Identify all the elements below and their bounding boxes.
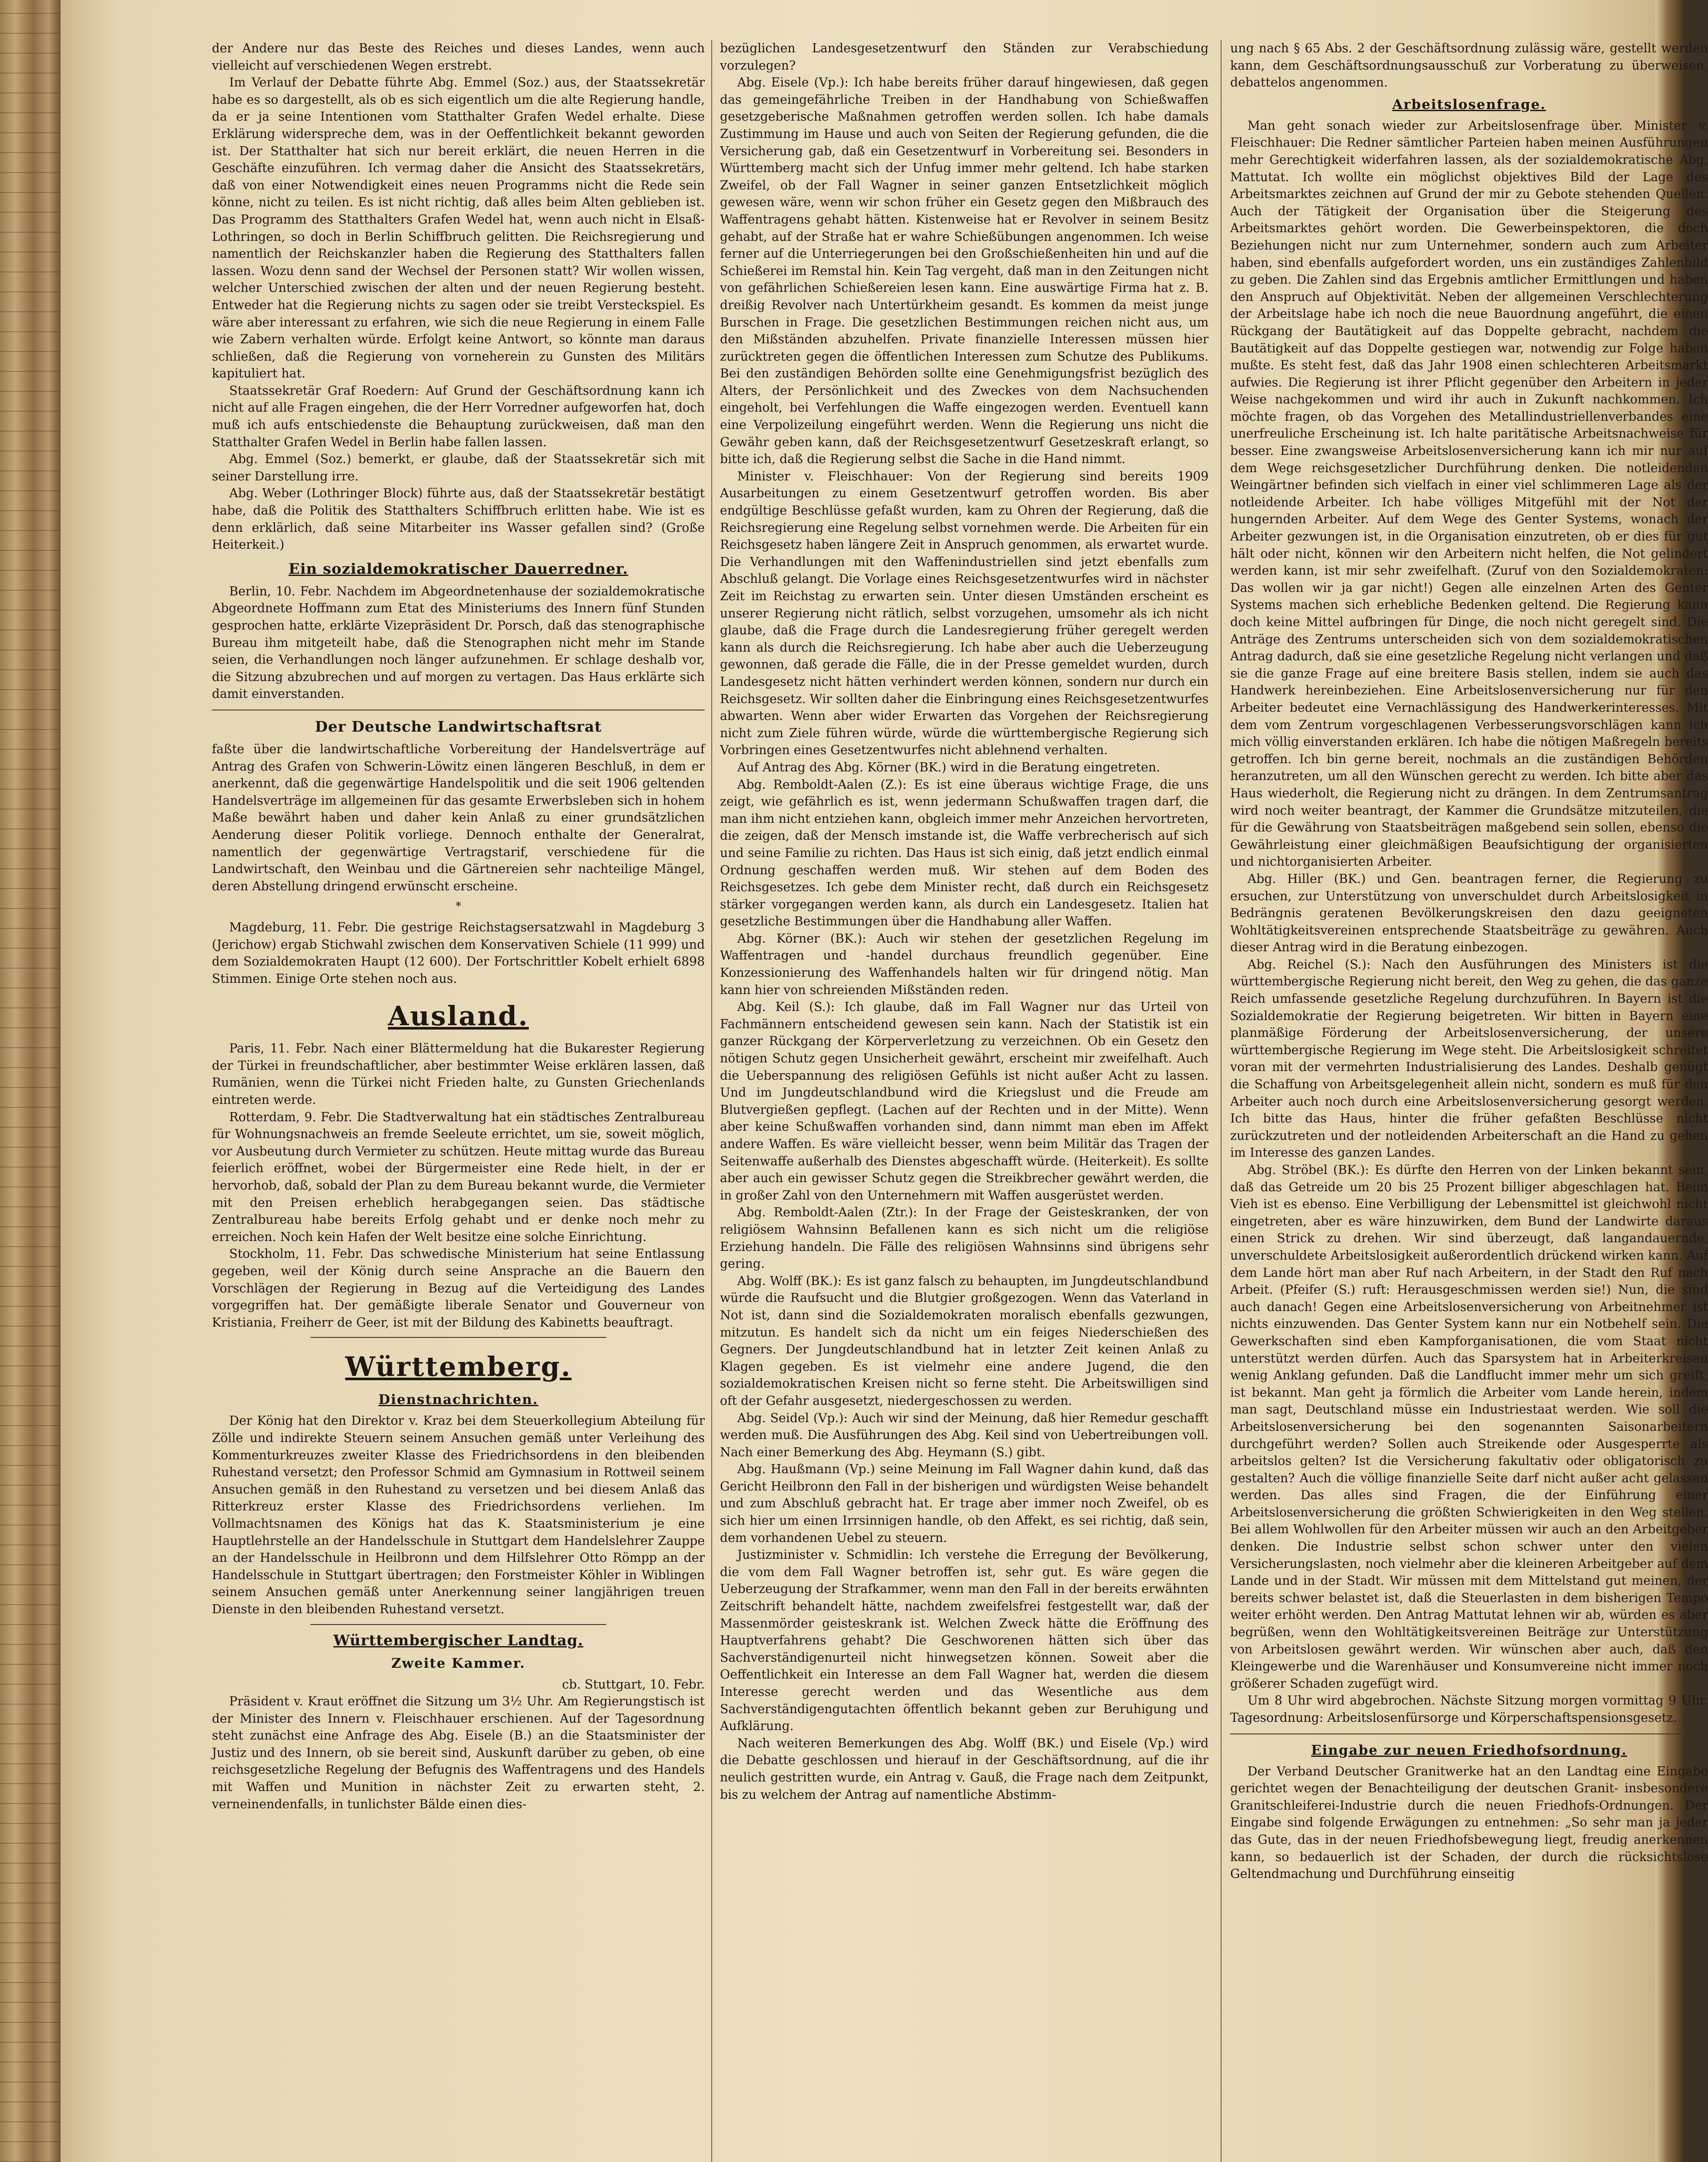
binding-stripe [0, 1922, 61, 1923]
paragraph: bezüglichen Landesgesetzentwurf den Ständen zur Verabschiedung vorzulegen? [720, 41, 1209, 73]
paragraph: Abg. Seidel (Vp.): Auch wir sind der Meinung, daß hier Remedur geschafft werden muß. Die Ausführungen des Abg. Keil sind von Uebertreibungen voll. Nach einer Bemerkung des Abg. Heymann (S.) gibt. [720, 1410, 1209, 1459]
separator [310, 1624, 606, 1625]
paragraph: Der König hat den Direktor v. Kraz bei dem Steuerkollegium Abteilung für Zölle und indirekte Steuern seinem Ansuchen gemäß unter Verleihung des Kommenturkreuzes zweiter Klasse des Friedrichsordens in den bleibenden Ruhestand versetzt; den Professor Schmid am Gymnasium in Rottweil seinem Ansuchen gemäß in den Ruhestand zu versetzen und bei diesem Anlaß das Ritterkreuz erster Klasse des Friedrichsordens verliehen. Im Vollmachtsnamen des Königs hat das K. Staatsministerium je eine Hauptlehrstelle an der Handelsschule in Stuttgart dem Handelslehrer Zauppe an der Handelsschule in Heilbronn und dem Hilfslehrer Otto Römpp an der Handelsschule in Stuttgart übertragen; den Forstmeister Köhler in Wiblingen seinem Ansuchen gemäß unter Anerkennung seiner langjährigen treuen Dienste in den bleibenden Ruhestand versetzt. [212, 1414, 705, 1616]
binding-stripe [0, 112, 61, 113]
binding-stripe [0, 828, 61, 829]
binding-stripe [0, 132, 61, 133]
binding-stripe [0, 1067, 61, 1068]
binding-stripe [0, 1982, 61, 1983]
article-heading: Dienstnachrichten. [378, 1392, 538, 1408]
binding-stripe [0, 1007, 61, 1008]
binding-stripe [0, 1027, 61, 1028]
binding-stripe [0, 2121, 61, 2122]
binding-stripe [0, 351, 61, 352]
paragraph: Präsident v. Kraut eröffnet die Sitzung um 3½ Uhr. Am Regierungstisch ist der Minister des Innern v. Fleischhauer erschienen. Auf der Tagesordnung steht zunächst eine Anfrage des Abg. Eisele (B.) an die Staatsminister der Justiz und des Innern, ob sie bereit sind, Auskunft darüber zu geben, ob eine reichsgesetzliche Regelung der Befugnis des Waffentragens und des Handels mit Waffen und Munition in nächster Zeit zu erwarten steht, 2. verneinendenfalls, in tunlichster Bälde einen dies- [212, 1694, 705, 1811]
column-3 [1230, 40, 1708, 2162]
binding-stripe [0, 2141, 61, 2142]
binding-stripe [0, 1743, 61, 1744]
binding-stripe [0, 1684, 61, 1685]
binding-stripe [0, 689, 61, 690]
binding-stripe [0, 2022, 61, 2023]
paragraph: Minister v. Fleischhauer: Von der Regierung sind bereits 1909 Ausarbeitungen zu einem Gesetzentwurf getroffen worden. Bis aber endgültige Beschlüsse gefaßt wurden, kam zu Ohren der Regierung, daß die Reichsregierung eine Regelung selbst vornehmen werde. Die Arbeiten für ein Reichsgesetz haben längere Zeit in Anspruch genommen, als erwartet wurde. Die Verhandlungen mit den Waffenindustriellen sind jetzt ebenfalls zum Abschluß gelangt. Die Vorlage eines Reichsgesetzentwurfes wird in nächster Zeit im Reichstag zu erwarten sein. Unter diesen Umständen erscheint es unserer Regierung nicht rätlich, selbst vorzugehen, umsomehr als ich nicht glaube, daß die Frage durch die Landesregierung früher geregelt werden kann als durch die Reichsregierung. Ich habe aber auch die Ueberzeugung gewonnen, daß gerade die Fälle, die in der Presse gemeldet wurden, durch Landesgesetz nicht hätten verhindert werden können, sondern nur durch ein Reichsgesetz. Wir sollten daher die Einbringung eines Reichsgesetzentwurfes abwarten. Wenn aber wider Erwarten das Vorgehen der Reichsregierung nicht zum Ziele führen würde, würde die württembergische Regierung sich Vorbringen eines Gesetzentwurfes nicht ablehnend verhalten. [720, 469, 1209, 758]
paragraph: Abg. Eisele (Vp.): Ich habe bereits früher darauf hingewiesen, daß gegen das gemeingefährliche Treiben in der Handhabung von Schießwaffen gesetzgeberische Maßnahmen getroffen werden sollen. Ich habe damals Zustimmung im Hause und auch von Seiten der Regierung gefunden, die die Versicherung gab, daß ein Gesetzentwurf in Vorbereitung sei. Besonders in Württemberg macht sich der Unfug immer mehr geltend. Ich habe starken Zweifel, ob der Fall Wagner in seiner ganzen Entsetzlichkeit möglich gewesen wäre, wenn wir schon früher ein Gesetz gegen den Mißbrauch des Waffentragens gehabt hätten. Kistenweise hat er Revolver in seinem Besitz gehabt, auf der Straße hat er wahre Schießübungen angenommen. Ich weise ferner auf die Unterriegerungen bei den Großschießenheiten hin und auf die Schießerei im Remstal hin. Kein Tag vergeht, daß man in den Zeitungen nicht von gefährlichen Schießereien lesen kann. Eine auswärtige Firma hat z. B. dreißig Revolver nach Untertürkheim gesandt. Es kommen da meist junge Burschen in Frage. Die gesetzlichen Bestimmungen reichen nicht aus, um den Mißständen abzuhelfen. Private finanzielle Interessen müssen hier zurücktreten gegen die öffentlichen Interessen zum Schutze des Publikums. Bei den zuständigen Behörden sollte eine Genehmigungsfrist bezüglich des Alters, der Persönlichkeit und des Zweckes von dem Nachsuchenden eingeholt, bei Verfehlungen die Waffe eingezogen werden. Eventuell kann eine Verpolizeilung eingeführt werden. Wenn die Regierung uns nicht die Gewähr geben kann, daß der Reichsgesetzentwurf Gesetzeskraft erlangt, so bitte ich, daß die Regierung selbst die Sache in die Hand nimmt. [720, 75, 1209, 467]
binding-stripe [0, 232, 61, 233]
binding-stripe [0, 1843, 61, 1844]
paragraph: Abg. Körner (BK.): Auch wir stehen der gesetzlichen Regelung im Waffentragen und -handel durchaus freundlich gegenüber. Eine Konzessionierung des Waffenhandels halten wir für dringend nötig. Man kann hier von schreienden Mißständen reden. [720, 931, 1209, 997]
binding-stripe [0, 1525, 61, 1526]
binding-stripe [0, 2101, 61, 2102]
paragraph: Abg. Remboldt-Aalen (Ztr.): In der Frage der Geisteskranken, der von religiösem Wahnsinn Befallenen kann es sich nicht um die religiöse Erziehung handeln. Die Fälle des religiösen Wahnsinns sind übrigens sehr gering. [720, 1205, 1209, 1271]
paragraph: Abg. Hiller (BK.) und Gen. beantragen ferner, die Regierung zu ersuchen, zur Unterstützung von unverschuldet durch Arbeitslosigkeit in Bedrängnis geratenen Bevölkerungskreisen den dazu geeigneten Wohltätigkeitsvereinen entsprechende Staatsbeiträge zu gewähren. Auch dieser Antrag wird in die Beratung einbezogen. [1230, 871, 1708, 955]
article-heading: Arbeitslosenfrage. [1392, 96, 1546, 112]
section-heading: Württemberg. [345, 1351, 572, 1383]
column-rule [711, 40, 712, 2162]
binding-stripe [0, 510, 61, 511]
paragraph: Im Verlauf der Debatte führte Abg. Emmel (Soz.) aus, der Staatssekretär habe es so dargestellt, als ob es sich eigentlich um die alte Regierung handle, da er ja seine Intentionen vom Statthalter Grafen Wedel erhalte. Diese Erklärung widerspreche dem, was in der Oeffentlichkeit bekannt geworden ist. Der Statthalter hat sich nur bereit erklärt, die neuen Herren in die Geschäfte einzuführen. Ich vermag daher die Ansicht des Staatssekretärs, daß von einer Notwendigkeit eines neuen Programms nicht die Rede sein könne, nicht zu teilen. Es ist nicht richtig, daß alles beim Alten geblieben ist. Das Programm des Statthalters Grafen Wedel hat, wenn auch nicht in Elsaß-Lothringen, so doch in Berlin Schiffbruch gelitten. Die Reichsregierung und namentlich der Reichskanzler haben die Regierung des Statthalters fallen lassen. Wozu denn sand der Wechsel der Personen statt? Wir wollen wissen, welcher Unterschied zwischen der alten und der neuen Regierung besteht. Entweder hat die Regierung nichts zu sagen oder sie treibt Versteckspiel. Es wäre aber interessant zu erfahren, wie sich die neue Regierung in einem Falle wie Zabern verhalten würde. Erfolgt keine Antwort, so könnte man daraus schließen, daß die Regierung von vorneherein zu Gunsten des Militärs kapituliert hat. [212, 75, 705, 381]
binding-stripe [0, 1226, 61, 1227]
paragraph: der Andere nur das Beste des Reiches und dieses Landes, wenn auch vielleicht auf verschiedenen Wegen erstrebt. [212, 41, 705, 73]
binding-stripe [0, 1485, 61, 1486]
paragraph: Abg. Haußmann (Vp.) seine Meinung im Fall Wagner dahin kund, daß das Gericht Heilbronn den Fall in der bisherigen und würdigsten Weise behandelt und zum Abschluß gebracht hat. Er trage aber immer noch Zweifel, ob es sich hier um einen Irrsinnigen handle, ob den Affekt, es sei richtig, daß sein, dem vorhandenen Uebel zu steuern. [720, 1462, 1209, 1545]
paragraph: Nach weiteren Bemerkungen des Abg. Wolff (BK.) und Eisele (Vp.) wird die Debatte geschlossen und hierauf in der Geschäftsordnung, auf die ihr neulich gestritten wurde, ein Antrag v. Gauß, die Frage nach dem Zeitpunkt, bis zu welchem der Antrag auf namentliche Abstimm- [720, 1736, 1209, 1802]
binding-stripe [0, 391, 61, 392]
paragraph: Abg. Emmel (Soz.) bemerkt, er glaube, daß der Staatssekretär sich mit seiner Darstellung irre. [212, 452, 705, 483]
binding-stripe [0, 1326, 61, 1327]
paragraph: faßte über die landwirtschaftliche Vorbereitung der Handelsverträge auf Antrag des Grafen von Schwerin-Löwitz einen längeren Beschluß, in dem er anerkennt, daß die gegenwärtige Handelspolitik und die seit 1906 geltenden Handelsverträge im allgemeinen für das gesamte Erwerbsleben sich in hohem Maße bewährt haben und daher kein Anlaß zu einer grundsätzlichen Aenderung dieser Politik vorliege. Dennoch enthalte der Generalrat, namentlich der gegenwärtige Vertragstarif, verschiedene für die Landwirtschaft, den Weinbau und die Gärtnereien sehr nachteilige Mängel, deren Abstellung dringend erwünscht erscheine. [212, 742, 705, 893]
binding-stripe [0, 868, 61, 869]
paragraph: Magdeburg, 11. Febr. Die gestrige Reichstagsersatzwahl in Magdeburg 3 (Jerichow) ergab Stichwahl zwischen dem Konservativen Schiele (11 999) und dem Sozialdemokraten Haupt (12 600). Der Fortschrittler Kobelt erhielt 6898 Stimmen. Einige Orte stehen noch aus. [212, 920, 705, 986]
paragraph: Abg. Reichel (S.): Nach den Ausführungen des Ministers ist die württembergische Regierung nicht bereit, den Weg zu gehen, die das ganze Reich umfassende gesetzliche Regelung durchzuführen. In Bayern ist die Sozialdemokratie der Regierung beigetreten. Wir bitten in Bayern eine planmäßige Förderung der Arbeitslosenversicherung, der unsere württembergische Regierung im Wege steht. Die Arbeitslosigkeit schreitet voran mit der vermehrten Industrialisierung des Landes. Deshalb genügt die Schaffung von Arbeitsgelegenheit allein nicht, sondern es muß für den Arbeiter auch noch durch eine Arbeitslosenversicherung gesorgt werden. Ich bitte das Haus, hinter die früher gefaßten Beschlüsse nicht zurückzutreten und der notleidenden Arbeiterschaft an die Hand zu gehen im Interesse des ganzen Landes. [1230, 957, 1708, 1160]
paragraph: Abg. Ströbel (BK.): Es dürfte den Herren von der Linken bekannt sein, daß das Getreide um 20 bis 25 Prozent billiger abgeschlagen hat. Beim Vieh ist es ebenso. Eine Verbilligung der Lebensmittel ist gleichwohl nicht eingetreten, aber es wäre hinzuwirken, dem Bund der Landwirte daraus einen Strick zu drehen. Wir sind überzeugt, daß langandauernde, unverschuldete Arbeitslosigkeit außerordentlich drückend wirken kann. Auf dem Lande hört man aber Ruf nach Arbeitern, in der Stadt den Ruf nach Arbeit. (Pfeifer (S.) ruft: Herausgeschmissen werden sie!) Nun, die sind auch danach! Gegen eine Arbeitslosenversicherung von Arbeitnehmer ist nichts einzuwenden. Das Genter System kann nur ein Notbehelf sein. Die Gewerkschaften sind eben Kampforganisationen, die vom Staat nicht unterstützt werden dürfen. Auch das Sparsystem hat in Arbeiterkreisen wenig Anklang gefunden. Daß die Landflucht immer mehr um sich greift, ist bekannt. Man geht ja förmlich die Arbeiter vom Lande herein, indem man sagt, Deutschland müsse ein Industriestaat werden. Wie soll die Arbeitslosenversicherung bei den sogenannten Saisonarbeitern durchgeführt werden? Sollen auch Streikende oder Ausgesperrte als arbeitslos gelten? Ist die Versicherung fakultativ oder obligatorisch zu gestalten? Auch die völlige finanzielle Seite darf nicht außer acht gelassen werden. Das alles sind Fragen, die der Einführung einer Arbeitslosenversicherung die größten Schwierigkeiten in den Weg stellen. Bei allem Wohlwollen für den Arbeiter müssen wir auch an den Arbeitgeber denken. Die Industrie selbst schon schwer unter den vielen Versicherungslasten, noch vielmehr aber die kleineren Arbeitgeber auf dem Lande und in der Stadt. Wir müssen mit dem Mittelstand gut meinen, der bereits schwer belastet ist, daß die Steuerlasten in dem bisherigen Tempo weiter erhöht werden. Den Antrag Mattutat lehnen wir ab, würden es aber begrüßen, wenn den Wohltätigkeitsvereinen Beiträge zur Unterstützung von Arbeitslosen gewährt werden. Wir wünschen aber auch, daß den Kleingewerbe und die Warenhäuser und Konsumvereine nicht immer noch größerer Schaden zugefügt wird. [1230, 1163, 1708, 1691]
binding-stripe [0, 13, 61, 14]
binding-stripe [0, 1783, 61, 1784]
binding-stripe [0, 1306, 61, 1307]
article-subheading: Zweite Kammer. [391, 1655, 526, 1671]
binding-stripe [0, 550, 61, 551]
binding-stripe [0, 1405, 61, 1406]
binding-stripe [0, 590, 61, 591]
binding-stripe [0, 73, 61, 74]
binding-stripe [0, 411, 61, 412]
binding-stripe [0, 1107, 61, 1108]
paragraph: Abg. Remboldt-Aalen (Z.): Es ist eine überaus wichtige Frage, die uns zeigt, wie gefährlich es ist, wenn jedermann Schußwaffen tragen darf, die man ihm nicht entziehen kann, obgleich immer mehr Anzeichen hervortreten, die zeigen, daß der Mensch imstande ist, die Waffe verbrecherisch auf sich und seine Familie zu richten. Das Haus ist sich einig, daß jetzt endlich einmal Ordnung geschaffen werden muß. Wir stehen auf dem Boden des Reichsgesetzes. Ich gebe dem Minister recht, daß durch ein Reichsgesetz stärker vorgegangen werden kann, als durch ein Landesgesetz. Italien hat gesetzliche Bestimmungen über die Handhabung aller Waffen. [720, 777, 1209, 929]
paragraph: Abg. Wolff (BK.): Es ist ganz falsch zu behaupten, im Jungdeutschlandbund würde die Raufsucht und die Blutgier großgezogen. Wenn das Vaterland in Not ist, dann sind die Sozialdemokraten moralisch ebenfalls gezwungen, mitzutun. Es handelt sich da nicht um ein feiges Niederschießen des Gegners. Der Jungdeutschlandbund hat in letzter Zeit keinen Anlaß zu Klagen gegeben. Es ist vielmehr eine andere Jugend, die den sozialdemokratischen Kreisen nicht so ferne steht. Die Arbeitswilligen sind oft der Gefahr ausgesetzt, niedergeschossen zu werden. [720, 1273, 1209, 1408]
binding-stripe [0, 2002, 61, 2003]
binding-stripe [0, 1942, 61, 1943]
binding-stripe [0, 1465, 61, 1466]
column-rule [1221, 40, 1222, 2162]
article-heading: Der Deutsche Landwirtschaftsrat [315, 718, 602, 736]
paragraph: Auf Antrag des Abg. Körner (BK.) wird in die Beratung eingetreten. [737, 760, 1160, 774]
binding-stripe [0, 1385, 61, 1386]
paragraph: Staatssekretär Graf Roedern: Auf Grund der Geschäftsordnung kann ich nicht auf alle Fragen eingehen, die der Herr Vorredner aufgeworfen hat, doch muß ich aufs entschiedenste die Behauptung zurückweisen, daß man den Statthalter Grafen Wedel in Berlin habe fallen lassen. [212, 383, 705, 449]
paragraph: Abg. Weber (Lothringer Block) führte aus, daß der Staatssekretär bestätigt habe, daß die Politik des Statthalters Schiffbruch erlitten habe. Wie ist es denn erklärlich, daß seine Mitarbeiter ins Wasser gefallen sind? (Große Heiterkeit.) [212, 486, 705, 552]
binding-stripe [0, 1624, 61, 1625]
binding-stripe [0, 888, 61, 889]
binding-stripe [0, 669, 61, 670]
binding-stripe [0, 928, 61, 929]
binding-stripe [0, 749, 61, 750]
paragraph: ung nach § 65 Abs. 2 der Geschäftsordnung zulässig wäre, gestellt werden kann, dem Geschäftsordnungsausschuß zur Vorberatung zu überweisen, debattelos angenommen. [1230, 41, 1708, 90]
column-1 [212, 40, 705, 2162]
separator [1230, 1733, 1708, 1734]
paragraph: Abg. Keil (S.): Ich glaube, daß im Fall Wagner nur das Urteil von Fachmännern entscheidend gewesen sein kann. Nach der Statistik ist ein ganzer Rückgang der Körperverletzung zu verzeichnen. Ob ein Gesetz den nötigen Schutz gegen Unsicherheit gewährt, erscheint mir zweifelhaft. Auch die Ueberspannung des religiösen Gefühls ist nicht außer Acht zu lassen. Und im Jungdeutschlandbund wird die Kriegslust und die Freude am Blutvergießen gepflegt. (Lachen auf der Rechten und in der Mitte). Wenn aber keine Schußwaffen vorhanden sind, dann nimmt man eben im Affekt andere Waffen. Es wäre vielleicht besser, wenn beim Militär das Tragen der Seitenwaffe außerhalb des Dienstes abgeschafft würde. (Heiterkeit). Es sollte aber auch ein gewisser Schutz gegen die Streikbrecher gewährt werden, die in großer Zahl von den Unternehmern mit Waffen ausgerüstet werden. [720, 1000, 1209, 1203]
paragraph: Paris, 11. Febr. Nach einer Blättermeldung hat die Bukarester Regierung der Türkei in freundschaftlicher, aber bestimmter Weise erklären lassen, daß Rumänien, wenn die Türkei nicht Frieden halte, zu Gunsten Griechenlands eintreten werde. [212, 1041, 705, 1107]
binding-stripe [0, 1883, 61, 1884]
binding-stripe [0, 2062, 61, 2063]
paragraph: Berlin, 10. Febr. Nachdem im Abgeordnetenhause der sozialdemokratische Abgeordnete Hoffmann zum Etat des Ministeriums des Innern fünf Stunden gesprochen hatte, erklärte Vizepräsident Dr. Porsch, daß das stenographische Bureau ihm mitgeteilt habe, daß die Stenographen nicht mehr im Stande seien, die Verhandlungen noch länger aufzunehmen. Er schlage deshalb vor, die Sitzung abzubrechen und auf morgen zu vertagen. Das Haus erklärte sich damit einverstanden. [212, 584, 705, 701]
binding-stripe [0, 709, 61, 710]
binding-stripe [0, 1704, 61, 1705]
newspaper-page [61, 0, 1708, 2162]
binding-stripe [0, 1763, 61, 1764]
binding-stripe [0, 291, 61, 292]
binding-stripe [0, 33, 61, 34]
binding-stripe [0, 490, 61, 491]
binding-stripe [0, 570, 61, 571]
binding-stripe [0, 53, 61, 54]
paragraph: Stockholm, 11. Febr. Das schwedische Ministerium hat seine Entlassung gegeben, weil der König durch seine Ansprache an die Bauern den Vorschlägen der Regierung in Bezug auf die Verteidigung des Landes vorgegriffen hat. Der gemäßigte liberale Senator und Gouverneur von Kristiania, Freiherr de Geer, ist mit der Bildung des Kabinetts beauftragt. [212, 1247, 705, 1330]
binding-stripe [0, 948, 61, 949]
dateline: cb. Stuttgart, 10. Febr. [562, 1677, 705, 1692]
binding-stripe [0, 212, 61, 213]
column-2 [720, 40, 1209, 2162]
binding-stripe [0, 1127, 61, 1128]
paragraph: Justizminister v. Schmidlin: Ich verstehe die Erregung der Bevölkerung, die vom dem Fall Wagner betroffen ist, sehr gut. Es wäre gegen die Ueberzeugung der Strafkammer, wenn man den Fall in der bereits erwähnten Zeitschrift behandelt hätte, nachdem zweifelsfrei festgestellt war, daß der Massenmörder geisteskrank ist. Welchen Zweck hätte die Eröffnung des Hauptverfahrens gehabt? Die Geschworenen hätten sich über das Sachverständigenurteil nicht hinwegsetzen können. Soweit aber die Oeffentlichkeit ein Interesse an dem Fall Wagner hat, werden die diesem Interesse gerecht werden und das Wesentliche aus dem Sachverständigengutachten öffentlich bekannt geben zur Beruhigung und Aufklärung. [720, 1548, 1209, 1733]
binding-stripe [0, 968, 61, 969]
binding-stripe [0, 769, 61, 770]
binding-stripe [0, 729, 61, 730]
binding-stripe [0, 1584, 61, 1585]
binding-stripe [0, 1644, 61, 1645]
binding-stripe [0, 789, 61, 790]
asterisk-separator: * [455, 900, 461, 913]
paragraph: Man geht sonach wieder zur Arbeitslosenfrage über. Minister v. Fleischhauer: Die Redner sämtlicher Parteien haben meinen Ausführungen mehr Gerechtigkeit widerfahren lassen, als der sozialdemokratische Abg. Mattutat. Ich wollte ein möglichst objektives Bild der Lage des Arbeitsmarktes zeichnen auf Grund der mir zu Gebote stehenden Quellen. Auch der Tätigkeit der Organisation über die Steigerung des Arbeitsmarktes gehört worden. Die Gewerbeinspektoren, die doch Beziehungen nicht nur zum Unternehmer, sondern auch zum Arbeiter haben, sind ebenfalls aufgefordert worden, uns ein zuständiges Zahlenbild zu geben. Die Zahlen sind das Ergebnis amtlicher Ermittlungen und haben den Anspruch auf Objektivität. Neben der allgemeinen Verschlechterung der Arbeitslage habe ich noch die neue Bauordnung angeführt, die einen Rückgang der Bautätigkeit auf das Doppelte gebracht, nachdem die Bautätigkeit auf das Doppelte gestiegen war, notwendig zur Folge haben mußte. Es steht fest, daß das Jahr 1908 einen schlechteren Arbeitsmarkt aufwies. Die Regierung ist ihrer Pflicht gegenüber den Arbeitern in jeder Weise nachgekommen und wird ihr auch in Zukunft nachkommen. Ich möchte fragen, ob das Vorgehen des Metallindustriellenverbandes eine unerfreuliche Erscheinung ist. Ich halte paritätische Arbeitsnachweise für besser. Eine zwangsweise Arbeitslosenversicherung kann ich mir nur auf dem Wege reichsgesetzlicher Durchführung denken. Die notleidenden Weingärtner befinden sich vielfach in einer viel schlimmeren Lage als der notleidende Arbeiter. Ich habe völliges Mitgefühl mit der Not der hungernden Arbeiter. Auf dem Wege des Genter Systems, wonach der Arbeiter gezwungen ist, in die Organisation einzutreten, ob er dies für gut hält oder nicht, können wir den Arbeitern nicht helfen, die Not gelindert werden kann, ist mir sehr zweifelhaft. (Zuruf von den Sozialdemokraten: Das wollen wir ja gar nicht!) Gegen alle einzelnen Arten des Genter Systems machen sich erhebliche Bedenken geltend. Die Regierung kann doch keine Mittel aufbringen für Dinge, die noch nicht geregelt sind. Die Anträge des Zentrums unterscheiden sich von dem sozialdemokratischen Antrag dadurch, daß sie eine gesetzliche Regelung nicht verlangen und daß sie die ganze Frage auf eine breitere Basis stellen, indem sie auch das Handwerk hereinbeziehen. Eine Arbeitslosenversicherung nur für den Arbeiter bedeutet eine Vernachlässigung des Handwerkerinteresses. Mit dem vom Zentrum vorgeschlagenen Verbesserungsvorschlägen kann ich mich völlig einverstanden erklären. Ich habe die nötigen Maßregeln bereits getroffen. Ich bin gerne bereit, nochmals an die zuständigen Behörden heranzutreten, um all den Wünschen gerecht zu werden. Ich bitte aber das Haus wiederholt, die Regierung nicht zu drängen. In dem Zentrumsantrag wird noch weiter beantragt, der Kammer die Grundsätze mitzuteilen, die für die Gewährung von Staatsbeiträgen maßgebend sein sollen, ebenso die Gewährleistung einer gleichmäßigen Beaufsichtigung der organisierten und nichtorganisierten Arbeiter. [1230, 118, 1708, 869]
binding-stripe [0, 311, 61, 312]
binding-stripe [0, 1664, 61, 1665]
binding-stripe [0, 2042, 61, 2043]
binding-stripe [0, 1147, 61, 1148]
binding-stripe [0, 1962, 61, 1963]
binding-stripe [0, 610, 61, 611]
binding-stripe [0, 371, 61, 372]
article-heading: Württembergischer Landtag. [333, 1631, 584, 1649]
binding-stripe [0, 1425, 61, 1426]
binding-stripe [0, 1087, 61, 1088]
binding-stripe [0, 1823, 61, 1824]
binding-stripe [0, 252, 61, 253]
binding-stripe [0, 908, 61, 909]
book-binding [0, 0, 61, 2162]
binding-stripe [0, 470, 61, 471]
article-heading: Eingabe zur neuen Friedhofsordnung. [1311, 1742, 1627, 1758]
binding-stripe [0, 152, 61, 153]
binding-stripe [0, 530, 61, 531]
binding-stripe [0, 1286, 61, 1287]
binding-stripe [0, 192, 61, 193]
binding-stripe [0, 1445, 61, 1446]
binding-stripe [0, 1803, 61, 1804]
paragraph: Der Verband Deutscher Granitwerke hat an den Landtag eine Eingabe gerichtet wegen der Benachteiligung der deutschen Granit- insbesondere Granitschleiferei-Industrie durch die neuen Friedhofs-Ordnungen. Der Eingabe sind folgende Erwägungen zu entnehmen: „So sehr man ja jeder das Gute, das in der neuen Friedhofsbewegung liegt, freudig anerkennen kann, so bedauerlich ist der Schaden, der durch die rücksichtslose Geltendmachung und Durchführung einseitig [1230, 1764, 1708, 1881]
paragraph: Rotterdam, 9. Febr. Die Stadtverwaltung hat ein städtisches Zentralbureau für Wohnungsnachweis an fremde Seeleute errichtet, um sie, soweit möglich, vor Ausbeutung durch Vermieter zu schützen. Heute mittag wurde das Bureau feierlich eröffnet, wobei der Bürgermeister eine Rede hielt, in der er hervorhob, daß, sobald der Plan zu dem Bureau bekannt wurde, die Vermieter mit den Preisen erheblich herabgegangen seien. Das städtische Zentralbureau habe bereits Erfolg gehabt und er denke noch mehr zu erreichen. Noch kein Hafen der Welt besitze eine solche Einrichtung. [212, 1110, 705, 1244]
separator [310, 1337, 606, 1338]
binding-stripe [0, 1206, 61, 1207]
binding-stripe [0, 1266, 61, 1267]
binding-stripe [0, 1564, 61, 1565]
binding-stripe [0, 1246, 61, 1247]
binding-stripe [0, 172, 61, 173]
binding-stripe [0, 1863, 61, 1864]
binding-stripe [0, 1604, 61, 1605]
binding-stripe [0, 1505, 61, 1506]
binding-stripe [0, 848, 61, 849]
section-heading: Ausland. [388, 1000, 529, 1032]
binding-stripe [0, 1047, 61, 1048]
binding-stripe [0, 649, 61, 650]
binding-stripe [0, 331, 61, 332]
paragraph: Um 8 Uhr wird abgebrochen. Nächste Sitzung morgen vormittag 9 Uhr. Tagesordnung: Arbeitslosenfürsorge und Körperschaftspensionsgesetz. [1230, 1693, 1708, 1725]
article-heading: Ein sozialdemokratischer Dauerredner. [288, 560, 628, 578]
binding-stripe [0, 431, 61, 432]
